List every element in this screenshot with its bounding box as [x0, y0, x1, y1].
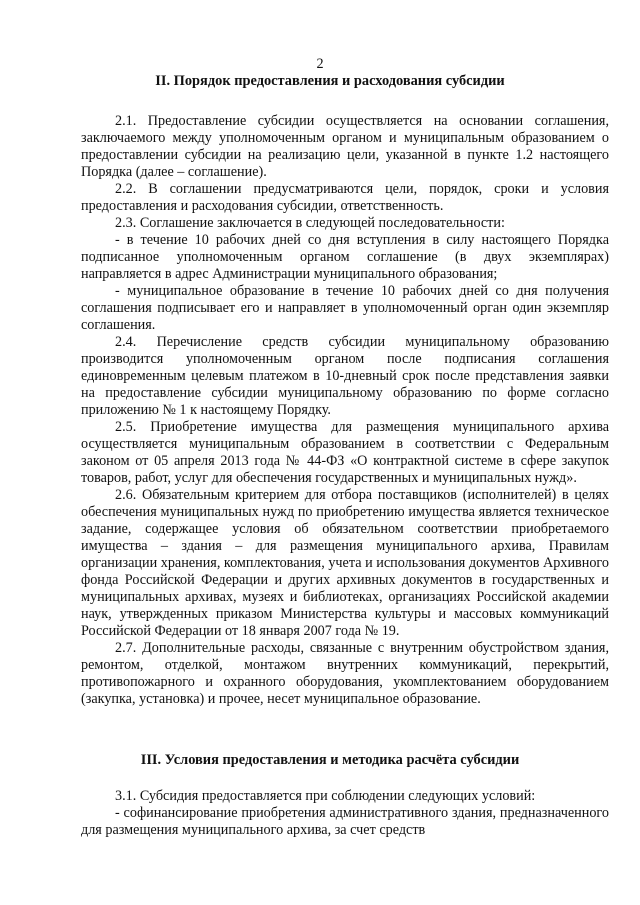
- paragraph-2-1: 2.1. Предоставление субсидии осуществляется на основании соглашения, заключаемого между уполномоченным органом и муниципальным образованием о предоставлении субсидии на реализацию цели, указанной в пункте 1.2 настоящего Порядка (далее – соглашение).: [81, 113, 609, 180]
- paragraph-2-3-item-1: - в течение 10 рабочих дней со дня вступления в силу настоящего Порядка подписанное уполномоченным органом соглашение (в двух экземплярах) направляется в адрес Администрации муниципального образования;: [81, 232, 609, 282]
- paragraph-2-7: 2.7. Дополнительные расходы, связанные с внутренним обустройством здания, ремонтом, отделкой, монтажом внутренних коммуникаций, перекрытий, противопожарного и охранного оборудования, укомплектованием оборудованием (закупка, установка) и прочее, несет муниципальное образование.: [81, 640, 609, 707]
- paragraph-2-5: 2.5. Приобретение имущества для размещения муниципального архива осуществляется муниципальным образованием в соответствии с Федеральным законом от 05 апреля 2013 года № 44-ФЗ «О контрактной системе в сфере закупок товаров, работ, услуг для обеспечения государственных и муниципальных нужд».: [81, 419, 609, 486]
- section-2-body: [81, 113, 609, 708]
- paragraph-2-2: 2.2. В соглашении предусматриваются цели, порядок, сроки и условия предоставления и расходования субсидии, ответственность.: [81, 181, 609, 214]
- paragraph-3-1: 3.1. Субсидия предоставляется при соблюдении следующих условий:: [115, 788, 536, 804]
- page-number: 2: [316, 56, 324, 72]
- paragraph-2-4: 2.4. Перечисление средств субсидии муниципальному образованию производится уполномоченным органом после подписания соглашения единовременным целевым платежом в 10-дневный срок после представления заявки на предоставление субсидии муниципальному образованию по форме согласно приложению № 1 к настоящему Порядку.: [81, 334, 609, 418]
- paragraph-2-6: 2.6. Обязательным критерием для отбора поставщиков (исполнителей) в целях обеспечения муниципальных нужд по приобретению имущества является техническое задание, содержащее условия об обязательном соответствии приобретаемого имущества – здания – для размещения муниципального архива, Правилам организации хранения, комплектования, учета и использования документов Архивного фонда Российской Федерации и других архивных документов в государственных и муниципальных архивах, музеях и библиотеках, организациях Российской академии наук, утвержденных приказом Министерства культуры и массовых коммуникаций Российской Федерации от 18 января 2007 года № 19.: [81, 487, 609, 639]
- paragraph-2-3-item-2: - муниципальное образование в течение 10 рабочих дней со дня получения соглашения подписывает его и направляет в уполномоченный орган один экземпляр соглашения.: [81, 283, 609, 333]
- paragraph-3-1-item-1: - софинансирование приобретения административного здания, предназначенного для размещения муниципального архива, за счет средств: [81, 805, 609, 838]
- section-2-heading: II. Порядок предоставления и расходования субсидии: [155, 73, 505, 89]
- section-3-body: [81, 788, 609, 839]
- paragraph-2-3: 2.3. Соглашение заключается в следующей последовательности:: [115, 215, 505, 231]
- section-3-heading: III. Условия предоставления и методика расчёта субсидии: [140, 752, 520, 768]
